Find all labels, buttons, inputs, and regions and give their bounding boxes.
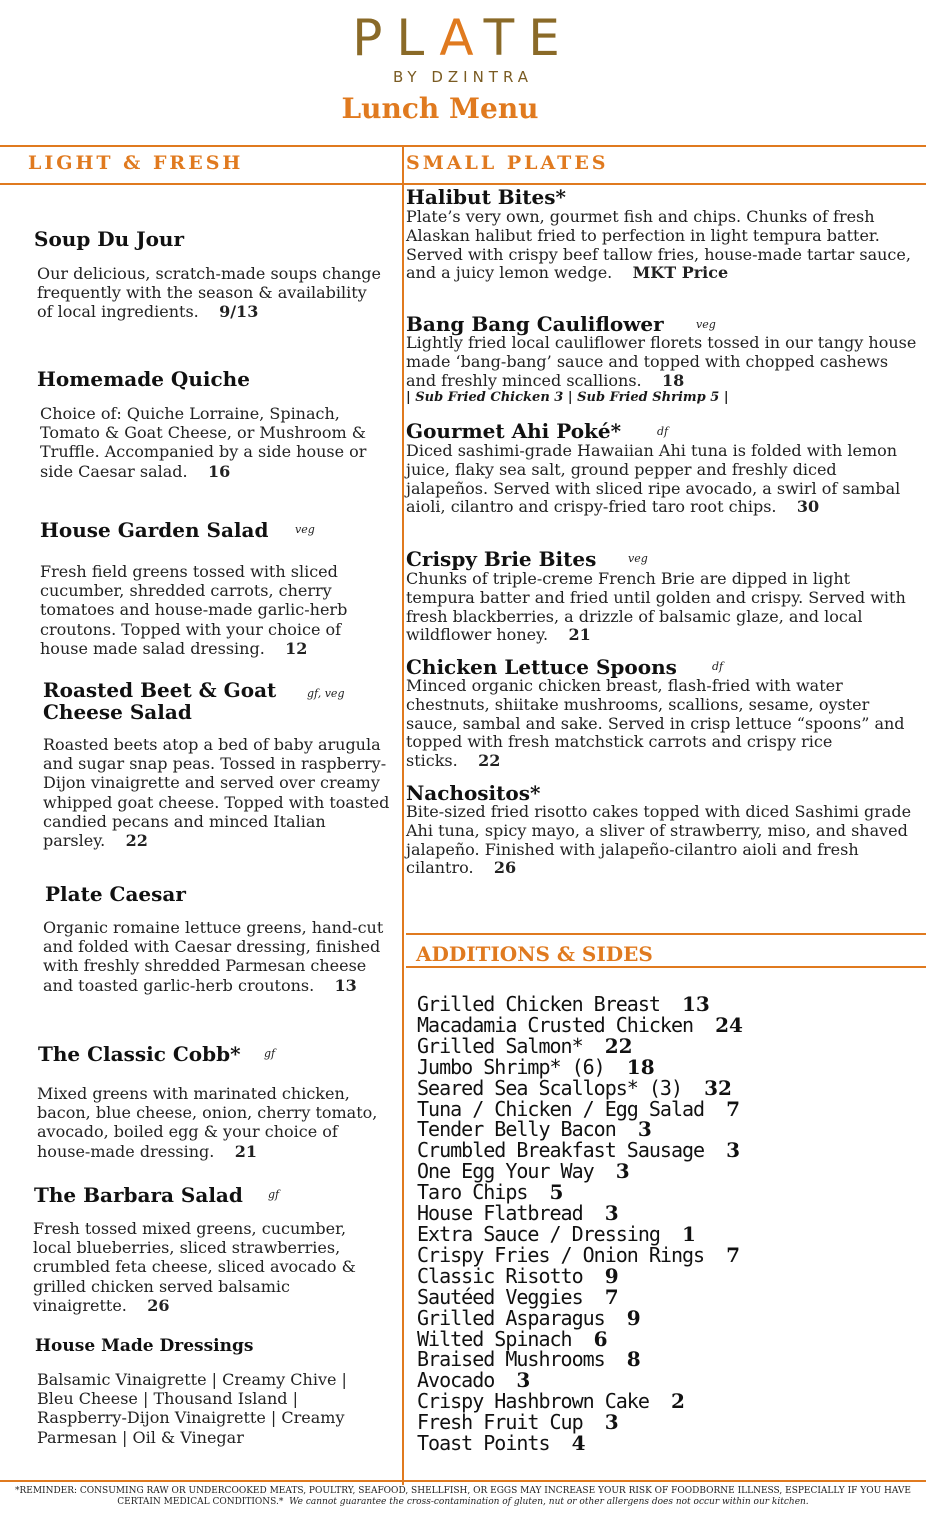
- item-description: Diced sashimi-grade Hawaiian Ahi tuna is folded with lemon juice, flaky sea salt, ground pepper and freshly diced jalapeños. Served with sliced ripe avocado, a swirl of sambal aioli, cilantro and crispy-fried taro root chips. 30: [406, 441, 901, 517]
- item-price: 13: [334, 975, 357, 995]
- item-description: Roasted beets atop a bed of baby arugula and sugar snap peas. Tossed in raspberry-Dijon vinaigrette and served over creamy whipped goat cheese. Topped with toasted candied pecans and minced Italian parsley. 22: [43, 735, 390, 851]
- addition-item: Sautéed Veggies 7: [417, 1284, 619, 1309]
- item-description: Lightly fried local cauliflower florets tossed in our tangy house made ‘bang-bang’ sauce and topped with chopped cashews and freshly minced scallions. 18: [406, 333, 917, 390]
- section-small-plates: SMALL PLATES: [406, 152, 609, 174]
- addition-item: Macadamia Crusted Chicken 24: [417, 1012, 743, 1037]
- addition-item: Wilted Spinach 6: [417, 1326, 608, 1351]
- item-name: Chicken Lettuce Spoons: [406, 655, 677, 679]
- item-name: Bang Bang Cauliflower: [406, 312, 664, 336]
- item-name: Roasted Beet & Goat Cheese Salad: [43, 678, 277, 724]
- item-description: Fresh tossed mixed greens, cucumber, local blueberries, sliced strawberries, crumbled feta cheese, sliced avocado & grilled chicken served balsamic vinaigrette. 26: [33, 1219, 356, 1315]
- addition-item: House Flatbread 3: [417, 1201, 619, 1226]
- addition-item: Crispy Hashbrown Cake 2: [417, 1389, 685, 1414]
- item-description: Our delicious, scratch-made soups change frequently with the season & availability of local ingredients. 9/13: [37, 264, 381, 322]
- item-addon-options: | Sub Fried Chicken 3 | Sub Fried Shrimp 5 |: [406, 390, 729, 405]
- addition-item: Taro Chips 5: [417, 1180, 564, 1205]
- addition-item: Avocado 3: [417, 1368, 531, 1393]
- item-name: Soup Du Jour: [34, 227, 184, 251]
- item-name: The Classic Cobb*: [38, 1042, 241, 1066]
- item-description: Fresh field greens tossed with sliced cucumber, shredded carrots, cherry tomatoes and house-made garlic-herb croutons. Topped with your choice of house made salad dressing. 12: [40, 562, 348, 658]
- item-price: MKT Price: [632, 263, 729, 283]
- addition-item: Toast Points 4: [417, 1431, 586, 1456]
- addition-item: Crispy Fries / Onion Rings 7: [417, 1242, 741, 1267]
- addition-item: Crumbled Breakfast Sausage 3: [417, 1138, 741, 1163]
- footer-divider: [0, 1480, 926, 1482]
- addition-item: Extra Sauce / Dressing 1: [417, 1221, 696, 1246]
- footer-disclaimer: *REMINDER: CONSUMING RAW OR UNDERCOOKED MEATS, POULTRY, SEAFOOD, SHELLFISH, OR EGGS MAY INCREASE YOUR RISK OF FOODBORNE ILLNESS, ESPECIALLY IF YOU HAVE CERTAIN MEDICAL CONDITIONS.* We cannot guarantee the cross-contamination of gluten, nut or other allergens does not occur within our kitchen.: [14, 1486, 912, 1507]
- addition-item: Tuna / Chicken / Egg Salad 7: [417, 1096, 741, 1121]
- addition-item: Grilled Salmon* 22: [417, 1033, 633, 1058]
- item-price: 26: [147, 1295, 170, 1315]
- addition-item: Grilled Chicken Breast 13: [417, 992, 710, 1016]
- section-additions: ADDITIONS & SIDES: [416, 942, 653, 966]
- additions-list: [417, 994, 917, 1454]
- diet-tag: gf: [268, 1188, 280, 1201]
- item-name: The Barbara Salad: [34, 1183, 243, 1207]
- item-description: Choice of: Quiche Lorraine, Spinach, Tomato & Goat Cheese, or Mushroom & Truffle. Accompanied by a side house or side Caesar salad. 16: [40, 404, 367, 481]
- diet-tag: veg: [295, 523, 315, 536]
- diet-tag: df: [657, 425, 669, 438]
- item-name: Nachositos*: [406, 781, 541, 805]
- page-title: Lunch Menu: [341, 92, 539, 125]
- addition-item: Tender Belly Bacon 3: [417, 1117, 652, 1142]
- item-name: Halibut Bites*: [406, 185, 566, 209]
- item-description: Plate’s very own, gourmet fish and chips. Chunks of fresh Alaskan halibut fried to perfection in light tempura batter. Served with crispy beef tallow fries, house-made tartar sauce, and a juicy lemon wedge. MKT Price: [406, 207, 911, 283]
- additions-bottom-rule: [406, 966, 926, 968]
- diet-tag: df: [712, 660, 724, 673]
- item-price: 22: [125, 831, 148, 851]
- item-name: Crispy Brie Bites: [406, 547, 597, 571]
- item-price: 9/13: [219, 302, 259, 322]
- top-divider: [0, 145, 926, 147]
- item-price: 26: [493, 858, 517, 878]
- item-price: 21: [568, 625, 591, 645]
- diet-tag: gf, veg: [307, 687, 345, 700]
- item-name: House Garden Salad: [40, 518, 269, 542]
- diet-tag: veg: [628, 552, 648, 565]
- dressings-title: House Made Dressings: [35, 1336, 254, 1356]
- item-description: Minced organic chicken breast, flash-fried with water chestnuts, shiitake mushrooms, scallions, sesame, oyster sauce, sambal and sake. Served in crisp lettuce “spoons” and topped with fresh matchstick carrots and crispy rice sticks. 22: [406, 676, 905, 771]
- addition-item: Jumbo Shrimp* (6) 18: [417, 1054, 655, 1079]
- item-name: Plate Caesar: [45, 882, 186, 906]
- additions-top-rule: [406, 933, 926, 935]
- brand-logo: PLATE: [352, 9, 574, 67]
- section-light-fresh: LIGHT & FRESH: [28, 152, 244, 174]
- item-name: Homemade Quiche: [37, 367, 250, 391]
- diet-tag: veg: [696, 318, 716, 331]
- column-divider: [402, 145, 404, 1485]
- addition-item: Seared Sea Scallops* (3) 32: [417, 1075, 732, 1100]
- addition-item: Grilled Asparagus 9: [417, 1305, 641, 1330]
- brand-subtitle: BY DZINTRA: [392, 68, 534, 86]
- item-price: 12: [285, 638, 308, 658]
- item-price: 21: [234, 1141, 257, 1161]
- item-price: 22: [478, 751, 501, 771]
- dressings-list: Balsamic Vinaigrette | Creamy Chive | Bleu Cheese | Thousand Island | Raspberry-Dijon Vinaigrette | Creamy Parmesan | Oil & Vinegar: [37, 1370, 347, 1447]
- item-price: 16: [207, 461, 231, 481]
- diet-tag: gf: [264, 1047, 276, 1060]
- item-description: Organic romaine lettuce greens, hand-cut and folded with Caesar dressing, finished with freshly shredded Parmesan cheese and toasted garlic-herb croutons. 13: [43, 918, 384, 995]
- addition-item: Braised Mushrooms 8: [417, 1347, 641, 1372]
- item-description: Chunks of triple-creme French Brie are dipped in light tempura batter and fried until golden and crispy. Served with fresh blackberries, a drizzle of balsamic glaze, and local wildflower honey. 21: [406, 569, 906, 645]
- item-description: Bite-sized fried risotto cakes topped with diced Sashimi grade Ahi tuna, spicy mayo, a sliver of strawberry, miso, and shaved jalapeño. Finished with jalapeño-cilantro aioli and fresh cilantro. 26: [406, 802, 912, 878]
- addition-item: Fresh Fruit Cup 3: [417, 1410, 619, 1435]
- item-price: 30: [796, 497, 820, 517]
- item-description: Mixed greens with marinated chicken, bacon, blue cheese, onion, cherry tomato, avocado, boiled egg & your choice of house-made dressing. 21: [37, 1084, 378, 1161]
- item-price: 18: [661, 370, 685, 390]
- item-name: Gourmet Ahi Poké*: [406, 419, 622, 443]
- addition-item: One Egg Your Way 3: [417, 1159, 630, 1184]
- addition-item: Classic Risotto 9: [417, 1263, 619, 1288]
